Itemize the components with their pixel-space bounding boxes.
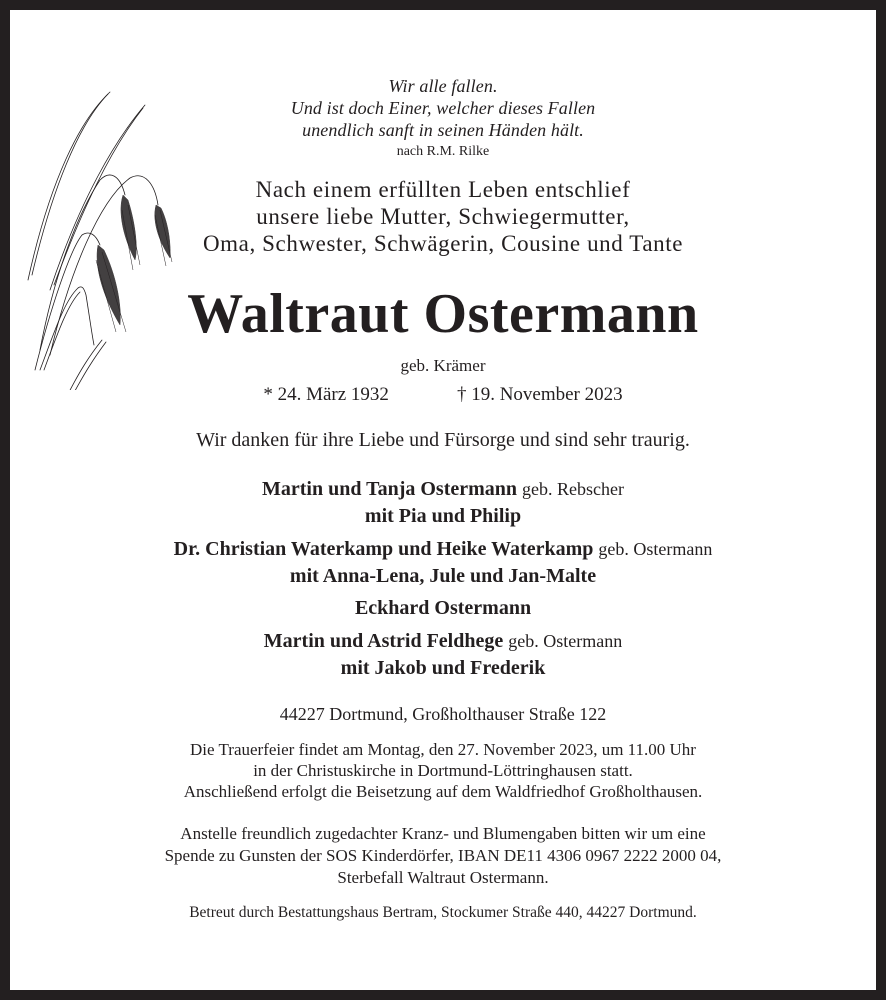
maiden-name: geb. Krämer xyxy=(400,356,486,375)
mourner-2 xyxy=(10,539,876,559)
donation-line-2: Spende zu Gunsten der SOS Kinderdörfer, IBAN DE11 4306 0967 2222 2000 04, xyxy=(164,846,722,865)
donation-line-3: Sterbefall Waltraut Ostermann. xyxy=(337,868,549,887)
quote-line-2: Und ist doch Einer, welcher dieses Fallen xyxy=(290,98,596,118)
mourner-2-children: mit Anna-Lena, Jule und Jan-Malte xyxy=(289,565,597,587)
life-dates xyxy=(10,385,876,404)
funeral-line-2: in der Christuskirche in Dortmund-Löttringhausen statt. xyxy=(253,761,633,780)
birth-date: * 24. März 1932 xyxy=(263,384,389,405)
mourner-4-children: mit Jakob und Frederik xyxy=(340,657,546,679)
mourner-4 xyxy=(10,631,876,651)
donation-line-1: Anstelle freundlich zugedachter Kranz- und Blumengaben bitten wir um eine xyxy=(180,824,706,843)
quote-line-1: Wir alle fallen. xyxy=(388,76,498,96)
intro-line-3: Oma, Schwester, Schwägerin, Cousine und Tante xyxy=(202,231,684,256)
quote-source: nach R.M. Rilke xyxy=(396,144,490,159)
family-address: 44227 Dortmund, Großholthauser Straße 122 xyxy=(279,704,607,724)
quote-line-3: unendlich sanft in seinen Händen hält. xyxy=(302,120,584,140)
mourner-1-children: mit Pia und Philip xyxy=(364,505,522,527)
mourner-1 xyxy=(10,479,876,499)
thanks-line: Wir danken für ihre Liebe und Fürsorge und sind sehr traurig. xyxy=(196,429,690,451)
death-date: † 19. November 2023 xyxy=(456,384,623,405)
funeral-line-3: Anschließend erfolgt die Beisetzung auf dem Waldfriedhof Großholthausen. xyxy=(183,782,703,801)
funeral-home-line: Betreut durch Bestattungshaus Bertram, Stockumer Straße 440, 44227 Dortmund. xyxy=(189,904,697,921)
mourner-4-names: Martin und Astrid Feldhege xyxy=(263,630,504,652)
intro-line-2: unsere liebe Mutter, Schwiegermutter, xyxy=(256,204,630,229)
deceased-name: Waltraut Ostermann xyxy=(187,283,699,345)
obituary-card xyxy=(10,10,876,990)
mourner-1-geb: geb. Rebscher xyxy=(522,479,625,499)
mourner-2-geb: geb. Ostermann xyxy=(598,539,713,559)
mourner-3-names: Eckhard Ostermann xyxy=(354,597,532,619)
intro-line-1: Nach einem erfüllten Leben entschlief xyxy=(255,177,631,202)
mourner-4-geb: geb. Ostermann xyxy=(508,631,623,651)
wheat-ears-icon xyxy=(10,70,210,390)
mourner-1-names: Martin und Tanja Ostermann xyxy=(261,478,518,500)
mourner-2-names: Dr. Christian Waterkamp und Heike Waterkamp xyxy=(173,538,594,560)
funeral-line-1: Die Trauerfeier findet am Montag, den 27. November 2023, um 11.00 Uhr xyxy=(190,740,696,759)
